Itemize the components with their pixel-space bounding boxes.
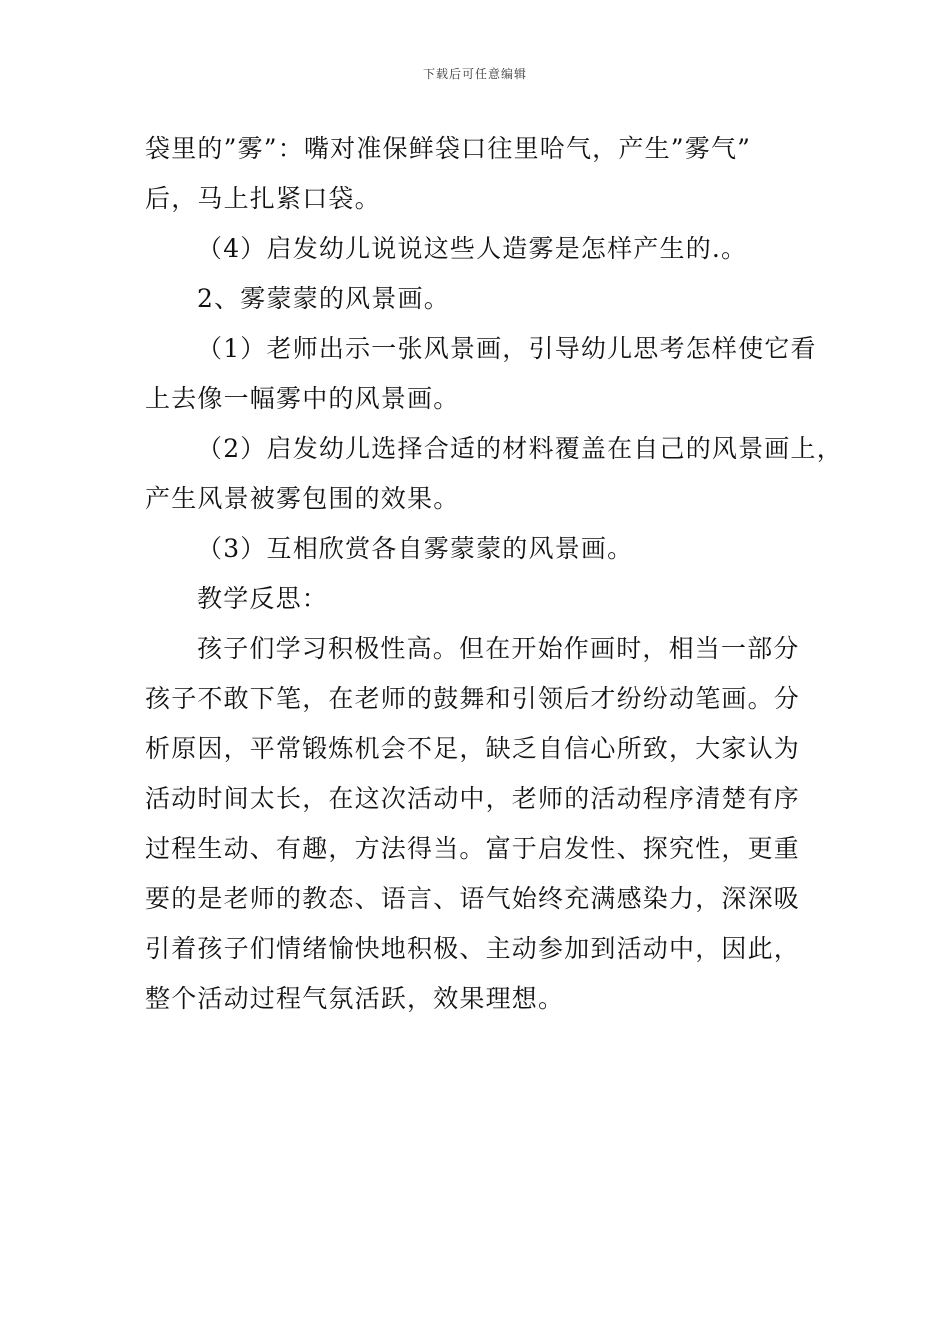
- text-line: （4）启发幼儿说说这些人造雾是怎样产生的.。: [197, 234, 748, 263]
- text-line: （1）老师出示一张风景画，引导幼儿思考怎样使它看: [197, 334, 817, 363]
- text-line: 袋里的”雾”：嘴对准保鲜袋口往里哈气，产生”雾气”: [145, 134, 752, 163]
- page-header: 下载后可任意编辑: [422, 67, 527, 81]
- text-line: （3）互相欣赏各自雾蒙蒙的风景画。: [197, 534, 634, 563]
- text-line: 孩子不敢下笔，在老师的鼓舞和引领后才纷纷动笔画。分: [145, 684, 801, 713]
- text-line: 析原因，平常锻炼机会不足，缺乏自信心所致，大家认为: [145, 734, 801, 763]
- text-line: 上去像一幅雾中的风景画。: [145, 384, 460, 413]
- text-line: 过程生动、有趣，方法得当。富于启发性、探究性，更重: [145, 834, 801, 863]
- text-line: （2）启发幼儿选择合适的材料覆盖在自己的风景画上，: [197, 434, 843, 463]
- document-body: [145, 124, 843, 1024]
- section-heading: 2、雾蒙蒙的风景画。: [197, 284, 450, 313]
- text-line: 孩子们学习积极性高。但在开始作画时，相当一部分: [197, 634, 800, 663]
- text-line: 后，马上扎紧口袋。: [145, 184, 381, 213]
- text-line: 活动时间太长，在这次活动中，老师的活动程序清楚有序: [145, 784, 801, 813]
- section-heading: 教学反思：: [197, 584, 329, 613]
- text-line: 引着孩子们情绪愉快地积极、主动参加到活动中，因此，: [145, 934, 801, 963]
- text-line: 产生风景被雾包围的效果。: [145, 484, 460, 513]
- text-line: 要的是老师的教态、语言、语气始终充满感染力，深深吸: [145, 884, 801, 913]
- text-line: 整个活动过程气氛活跃，效果理想。: [145, 984, 565, 1013]
